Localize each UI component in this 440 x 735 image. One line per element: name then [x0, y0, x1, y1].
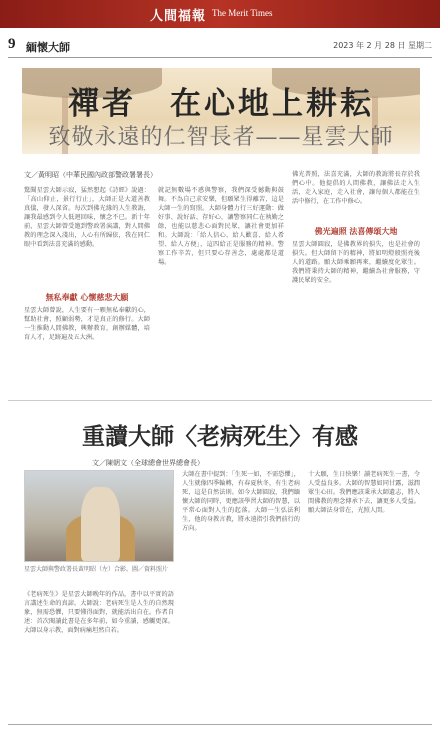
- article2-title: 重讀大師〈老病死生〉有感: [82, 423, 358, 450]
- article2-column-3: 十大願，生日快樂！讀老病死生一書，令人受益良多。大師的智慧如同甘露，滋潤眾生心田。我們應該秉承大師遺志，將人間佛教的理念傳承下去，讓更多人受益。願大師法身常在，光照人間。: [308, 471, 420, 514]
- article1-column-1: 驚聞星雲大師示寂，猛然想起《詩經》說過：「高山仰止，景行行止」，大師正是大道善教真儀，發人深省。每次到佛光緣的人生教誨，讓我最感到令人低迴回味，懷念不已。新十年前，星雲大師曾受邀到警政署演講，對人間佛教的理念深入淺出，人心有所歸依，我在同仁眼中看到法喜充滿的感動。: [24, 187, 150, 248]
- headline-banner: [22, 68, 420, 154]
- article2-column-1: 《老病死生》是星雲大師晚年的作品，書中以平實的語言講述生命的真諦。大師說：老病死生是人生的自然現象，無需恐懼，只要懂得面對，就能活出自在。作者自述：首次閱讀此書是在多年前，如今重讀，感觸更深。大師以身示教，面對病痛坦然自若。: [24, 591, 174, 634]
- article1-column-3: 佛光普照，法喜充滿，大師的教誨將長存於我們心中。他提倡的人間佛教，讓佛法走入生活，走入家庭，走入社會，讓每個人都能在生活中修行，在工作中修心。: [292, 171, 420, 205]
- article2-photo-caption: 星雲大師與警政署長黃明昭（左）合影。圖／資料照片: [24, 566, 169, 573]
- page-header: [8, 38, 432, 56]
- figure-shape: [81, 487, 119, 561]
- article1-byline: 文／黃明昭（中華民國內政部警政署署長）: [24, 171, 157, 179]
- headline-title: 禪者 在心地上耕耘: [68, 86, 374, 122]
- publication-date: 2023 年 2 月 28 日 星期二: [333, 41, 432, 50]
- headline-subtitle: 致敬永遠的仁智長者——星雲大師: [48, 125, 394, 150]
- article1-subheading-1: 無私奉獻 心懷慈悲大願: [45, 293, 129, 302]
- section-title: 緬懷大師: [26, 41, 70, 54]
- article1-column-2: 就記無數場不惑與警察，我們深受撼動與鼓舞。不為自己求安樂，但願眾生得離苦，這是大師一生的寫照。大師身體力行三好運動：做好事、說好話、存好心，讓警察同仁在執勤之餘，也能以慈悲心面對民眾，讓社會更加祥和。大師說：「給人信心、給人歡喜、給人希望、給人方便」，這四給正是服務的精神。警察工作辛苦，但只要心存善念，處處都是道場。: [158, 187, 284, 266]
- header-divider: [8, 57, 432, 58]
- footer-divider: [8, 724, 432, 725]
- masthead: [0, 0, 440, 28]
- article1-subheading-2: 佛光遍照 法喜傳頌大地: [314, 227, 398, 236]
- newspaper-logo: 人間福報: [150, 9, 207, 24]
- article2-byline: 文／陳朝文（全球總會世界總會長）: [92, 459, 204, 467]
- article1-column-3b: 星雲大師圓寂，是佛教界的損失，也是社會的損失。但大師留下的精神，將如明燈般照亮後人的道路。願大師乘願再來，繼續度化眾生。我們將秉持大師的精神，繼續為社會服務，守護民眾的安全。: [292, 241, 420, 284]
- article2-column-2: 大師在書中提到：「生死一如，不需恐懼」，人生就像四季輪轉，有春夏秋冬，有生老病死，這是自然法則。如今大師圓寂，我們緬懷大師的同時，更應該學習大師的智慧，以平常心面對人生的起落。大師一生弘法利生，他的身教言教，將永遠指引我們前行的方向。: [182, 471, 300, 532]
- newspaper-logo-english: The Merit Times: [212, 8, 273, 18]
- article-separator: [8, 400, 432, 401]
- article2-photo: [24, 470, 174, 562]
- page-number: 9: [8, 36, 16, 52]
- article1-column-1b: 星雲大師曾說，人生要有一顆無私奉獻的心，幫助社會，照顧弱勢，才是真正的修行。大師一生推動人間佛教，興辦教育，創辦媒體，培育人才，足跡遍及五大洲。: [24, 307, 150, 341]
